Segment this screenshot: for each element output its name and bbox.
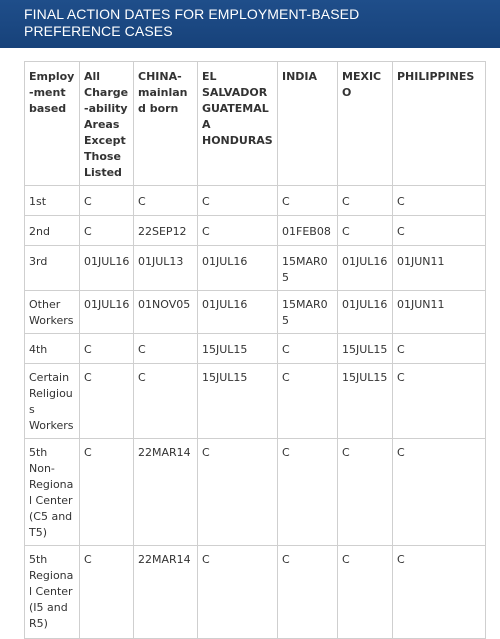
table-cell: C bbox=[134, 364, 198, 439]
table-cell: 01JUL16 bbox=[80, 291, 134, 334]
table-cell: 01JUL16 bbox=[338, 246, 393, 291]
table-cell: 01FEB08 bbox=[278, 216, 338, 246]
table-cell: C bbox=[134, 334, 198, 364]
table-cell: C bbox=[278, 186, 338, 216]
table-cell: C bbox=[393, 546, 486, 639]
table-cell: C bbox=[393, 334, 486, 364]
banner-title-line-2: PREFERENCE CASES bbox=[24, 23, 173, 39]
table-cell: 01JUL16 bbox=[338, 291, 393, 334]
table-cell: 2nd bbox=[25, 216, 80, 246]
table-cell: 01JUN11 bbox=[393, 246, 486, 291]
table-cell: C bbox=[278, 334, 338, 364]
table-row bbox=[25, 439, 486, 546]
header-china: CHINA-mainland born bbox=[134, 62, 198, 186]
table-cell: C bbox=[198, 186, 278, 216]
table-cell: C bbox=[198, 216, 278, 246]
table-cell: C bbox=[80, 186, 134, 216]
table-cell: 5th Regional Center (I5 and R5) bbox=[25, 546, 80, 639]
table-cell: 15JUL15 bbox=[198, 364, 278, 439]
table-row bbox=[25, 216, 486, 246]
table-cell: C bbox=[338, 186, 393, 216]
table-cell: C bbox=[338, 439, 393, 546]
header-philippines: PHILIPPINES bbox=[393, 62, 486, 186]
table-cell: C bbox=[393, 186, 486, 216]
page-banner bbox=[0, 0, 500, 48]
table-row bbox=[25, 186, 486, 216]
table-row bbox=[25, 364, 486, 439]
table-cell: Certain Religious Workers bbox=[25, 364, 80, 439]
table-cell: 01JUL16 bbox=[198, 246, 278, 291]
table-cell: 01JUL16 bbox=[80, 246, 134, 291]
table-cell: 15JUL15 bbox=[338, 364, 393, 439]
table-cell: C bbox=[80, 216, 134, 246]
table-cell: 15MAR05 bbox=[278, 246, 338, 291]
table-row bbox=[25, 334, 486, 364]
header-employment-based: Employ-ment based bbox=[25, 62, 80, 186]
header-mexico: MEXICO bbox=[338, 62, 393, 186]
table-cell: 01JUL13 bbox=[134, 246, 198, 291]
table-cell: Other Workers bbox=[25, 291, 80, 334]
table-cell: C bbox=[80, 439, 134, 546]
final-action-dates-table bbox=[24, 61, 486, 639]
table-row bbox=[25, 291, 486, 334]
table-cell: C bbox=[198, 439, 278, 546]
table-cell: C bbox=[80, 546, 134, 639]
table-header-row bbox=[25, 62, 486, 186]
table-cell: C bbox=[393, 216, 486, 246]
table-cell: 22SEP12 bbox=[134, 216, 198, 246]
table-cell: C bbox=[338, 216, 393, 246]
header-all-chargeability: All Charge-ability Areas Except Those Listed bbox=[80, 62, 134, 186]
table-row bbox=[25, 246, 486, 291]
banner-title-line-1: FINAL ACTION DATES FOR EMPLOYMENT-BASED bbox=[24, 6, 360, 22]
table-cell: C bbox=[278, 364, 338, 439]
table-cell: C bbox=[338, 546, 393, 639]
table-cell: 1st bbox=[25, 186, 80, 216]
table-cell: C bbox=[278, 439, 338, 546]
table-cell: C bbox=[80, 364, 134, 439]
table-cell: 22MAR14 bbox=[134, 439, 198, 546]
table-cell: 15MAR05 bbox=[278, 291, 338, 334]
table-cell: 01NOV05 bbox=[134, 291, 198, 334]
table-cell: C bbox=[198, 546, 278, 639]
table-cell: C bbox=[393, 439, 486, 546]
table-row bbox=[25, 546, 486, 639]
table-cell: 15JUL15 bbox=[338, 334, 393, 364]
header-india: INDIA bbox=[278, 62, 338, 186]
final-action-dates-table-wrapper bbox=[24, 61, 485, 639]
table-cell: C bbox=[278, 546, 338, 639]
table-cell: C bbox=[393, 364, 486, 439]
table-cell: 22MAR14 bbox=[134, 546, 198, 639]
table-cell: C bbox=[80, 334, 134, 364]
table-cell: 01JUL16 bbox=[198, 291, 278, 334]
header-el-salvador-guatemala-honduras: EL SALVADOR GUATEMALA HONDURAS bbox=[198, 62, 278, 186]
table-cell: 01JUN11 bbox=[393, 291, 486, 334]
table-cell: C bbox=[134, 186, 198, 216]
table-cell: 5th Non-Regional Center (C5 and T5) bbox=[25, 439, 80, 546]
table-cell: 15JUL15 bbox=[198, 334, 278, 364]
table-cell: 4th bbox=[25, 334, 80, 364]
table-cell: 3rd bbox=[25, 246, 80, 291]
